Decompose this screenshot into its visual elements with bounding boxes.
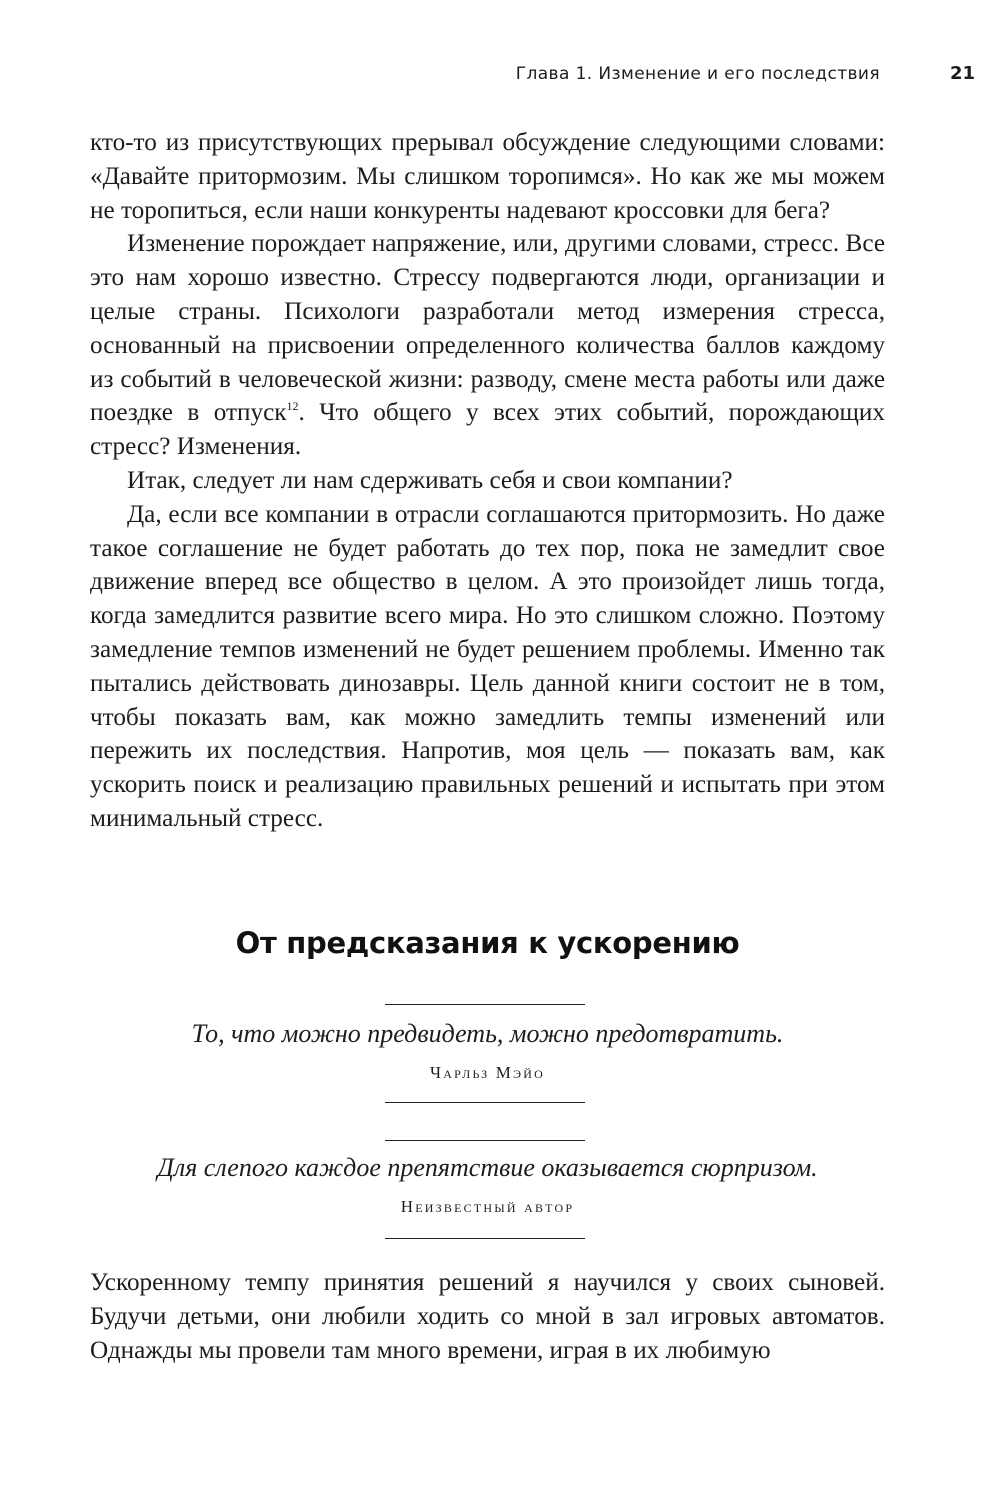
page-number: 21 (949, 63, 975, 84)
paragraph-2-text-a: Изменение порождает напряжение, или, другими словами, стресс. Все это нам хорошо известно. Стрессу подвергаются люди, организации и целые страны. Психологи разработали метод измерения стресса, основанный на присвоении определенного количества баллов каждому из событий в человеческой жизни: разводу, смене места работы или даже поездке в отпуск (90, 230, 885, 427)
paragraph-2 (90, 227, 885, 464)
paragraph-4: Да, если все компании в отрасли соглашаются притормозить. Но даже такое соглашение не будет работать до тех пор, пока не замедлит свое движение вперед все общество в целом. А это произойдет лишь тогда, когда замедлится развитие всего мира. Но это слишком сложно. Поэтому замедление темпов изменений не будет решением проблемы. Именно так пытались действовать динозавры. Цель данной книги состоит не в том, чтобы показать вам, как можно замедлить темпы изменений или пережить их последствия. Напротив, моя цель — показать вам, как ускорить поиск и реализацию правильных решений и испытать при этом минимальный стресс. (90, 500, 885, 832)
paragraph-2-text-b: . Что общего у всех этих событий, порождающих стресс? Изменения. (90, 399, 885, 461)
epigraph-2-author: Неизвестный автор (400, 1197, 575, 1216)
footnote-ref-12[interactable]: 12 (286, 399, 299, 414)
running-head: Глава 1. Изменение и его последствия (515, 64, 880, 84)
epigraph-1-author: Чарльз Мэйо (430, 1063, 545, 1082)
epigraph-2-rule-bottom (385, 1238, 585, 1239)
epigraph-2-rule-top (385, 1140, 585, 1141)
body-text-bottom (90, 1266, 885, 1367)
epigraph-1-rule-top (385, 1004, 585, 1005)
paragraph-3: Итак, следует ли нам сдерживать себя и свои компании? (127, 466, 733, 494)
epigraph-2-quote: Для слепого каждое препятствие оказывается сюрпризом. (157, 1153, 818, 1182)
epigraph-1-rule-bottom (385, 1102, 585, 1103)
epigraph-1-quote: То, что можно предвидеть, можно предотвратить. (191, 1019, 784, 1048)
paragraph-1: кто-то из присутствующих прерывал обсуждение следующими словами: «Давайте притормозим. Мы слишком торопимся». Но как же мы можем не торопиться, если наши конкуренты надевают кроссовки для бега? (90, 129, 885, 224)
section-title: От предсказания к ускорению (235, 926, 740, 960)
body-text-top (90, 126, 885, 836)
paragraph-5: Ускоренному темпу принятия решений я научился у своих сыновей. Будучи детьми, они любили ходить со мной в зал игровых автоматов. Однажды мы провели там много времени, играя в их любимую (90, 1269, 885, 1364)
